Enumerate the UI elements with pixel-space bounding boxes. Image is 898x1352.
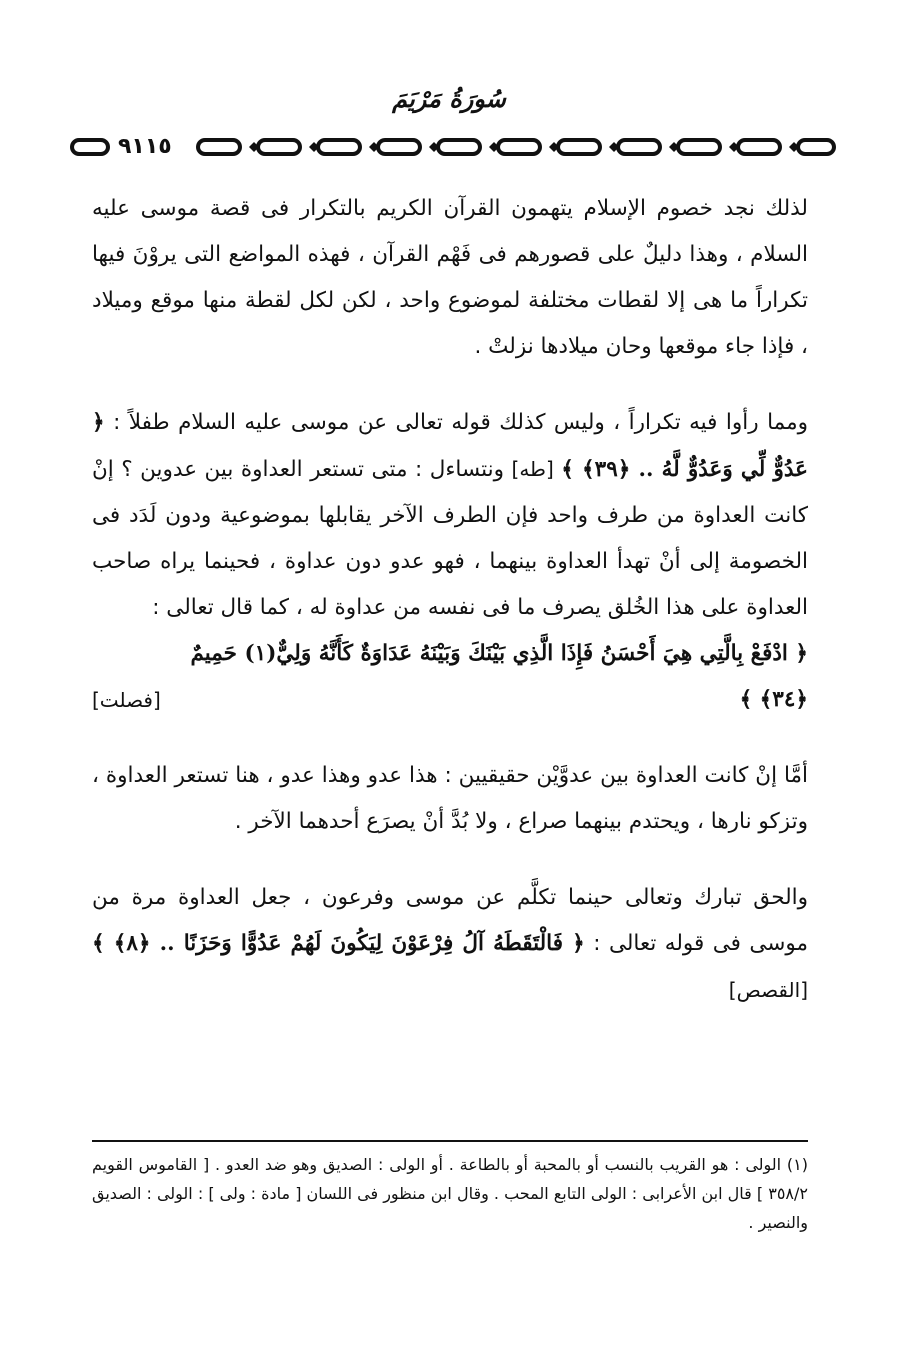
paragraph-1: لذلك نجد خصوم الإسلام يتهمون القرآن الكريم بالتكرار فى قصة موسى عليه السلام ، وهذا دليلٌ على قصورهم فى فَهْم القرآن ، فهذه المواضع التى يروْنَ فيها تكراراً ما هى إلا لقطات مختلفة لموضوع واحد ، لكن لكل لقطة منها موقع وميلاد ، فإذا جاء موقعها وحان ميلادها نزلتْ . <box>92 196 808 359</box>
page-number: ٩١١٥ <box>112 133 178 161</box>
footnotes <box>92 1150 808 1237</box>
paragraph-2 <box>92 400 808 631</box>
footnote-1: (١) الولى : هو القريب بالنسب أو بالمحبة أو بالطاعة . أو الولى : الصديق وهو ضد العدو . [ القاموس القويم ٣٥٨/٢ ] قال ابن الأعرابى : الولى التابع المحب . وقال ابن منظور فى اللسان [ مادة : ولى ] : الولى : الصديق والنصير . <box>92 1155 808 1232</box>
paragraph-4-intro: والحق تبارك وتعالى حينما تكلَّم عن موسى وفرعون ، جعل العداوة مرة من موسى فى قوله تعالى : <box>92 885 808 956</box>
verse-end-line-fussilat <box>92 677 808 723</box>
verse-end-fussilat: ﴿٣٤﴾ ﴾ <box>739 687 808 712</box>
paragraph-4 <box>92 875 808 1014</box>
surah-title: سُورَةُ مَرْيَمَ <box>392 84 506 113</box>
quran-verse-taha: ﴿ عَدُوٌّ لِّي وَعَدُوٌّ لَّهُ .. ﴿٣٩﴾ ﴾ <box>92 410 808 482</box>
footnote-divider <box>92 1140 808 1142</box>
surah-reference-qasas: [القصص] <box>728 978 808 1002</box>
paragraph-2-intro: ومما رأوا فيه تكراراً ، وليس كذلك قوله تعالى عن موسى عليه السلام طفلاً : <box>113 410 808 435</box>
main-text <box>92 186 808 1014</box>
quran-verse-fussilat: ﴿ ادْفَعْ بِالَّتِي هِيَ أَحْسَنُ فَإِذَا الَّذِي بَيْنَكَ وَبَيْنَهُ عَدَاوَةٌ كَأَنَّهُ وَلِيٌّ(١) حَمِيمٌ <box>190 641 808 666</box>
quran-verse-qasas: ﴿ فَالْتَقَطَهُ آلُ فِرْعَوْنَ لِيَكُونَ لَهُمْ عَدُوًّا وَحَزَنًا .. ﴿٨﴾ ﴾ <box>92 931 585 956</box>
paragraph-3: أمَّا إنْ كانت العداوة بين عدوَّيْن حقيقيين : هذا عدو وهذا عدو ، هنا تستعر العداوة ، وتزكو نارها ، ويحتدم بينهما صراع ، ولا بُدَّ أنْ يصرَع أحدهما الآخر . <box>92 763 808 834</box>
ornamental-border <box>68 133 838 161</box>
paragraph-2-body: ونتساءل : متى تستعر العداوة بين عدوين ؟ إنْ كانت العداوة من طرف واحد فإن الطرف الآخر يقابلها بموضوعية ودون لَدَد فى الخصومة إلى أنْ تهدأ العداوة بينهما ، فهو عدو دون عداوة ، فحينما يراه صاحب العداوة على هذا الخُلق يصرف ما فى نفسه من عداوة له ، كما قال تعالى : <box>92 457 808 620</box>
surah-reference-taha: [طه] <box>511 457 554 481</box>
surah-reference-fussilat: [فصلت] <box>92 688 161 712</box>
